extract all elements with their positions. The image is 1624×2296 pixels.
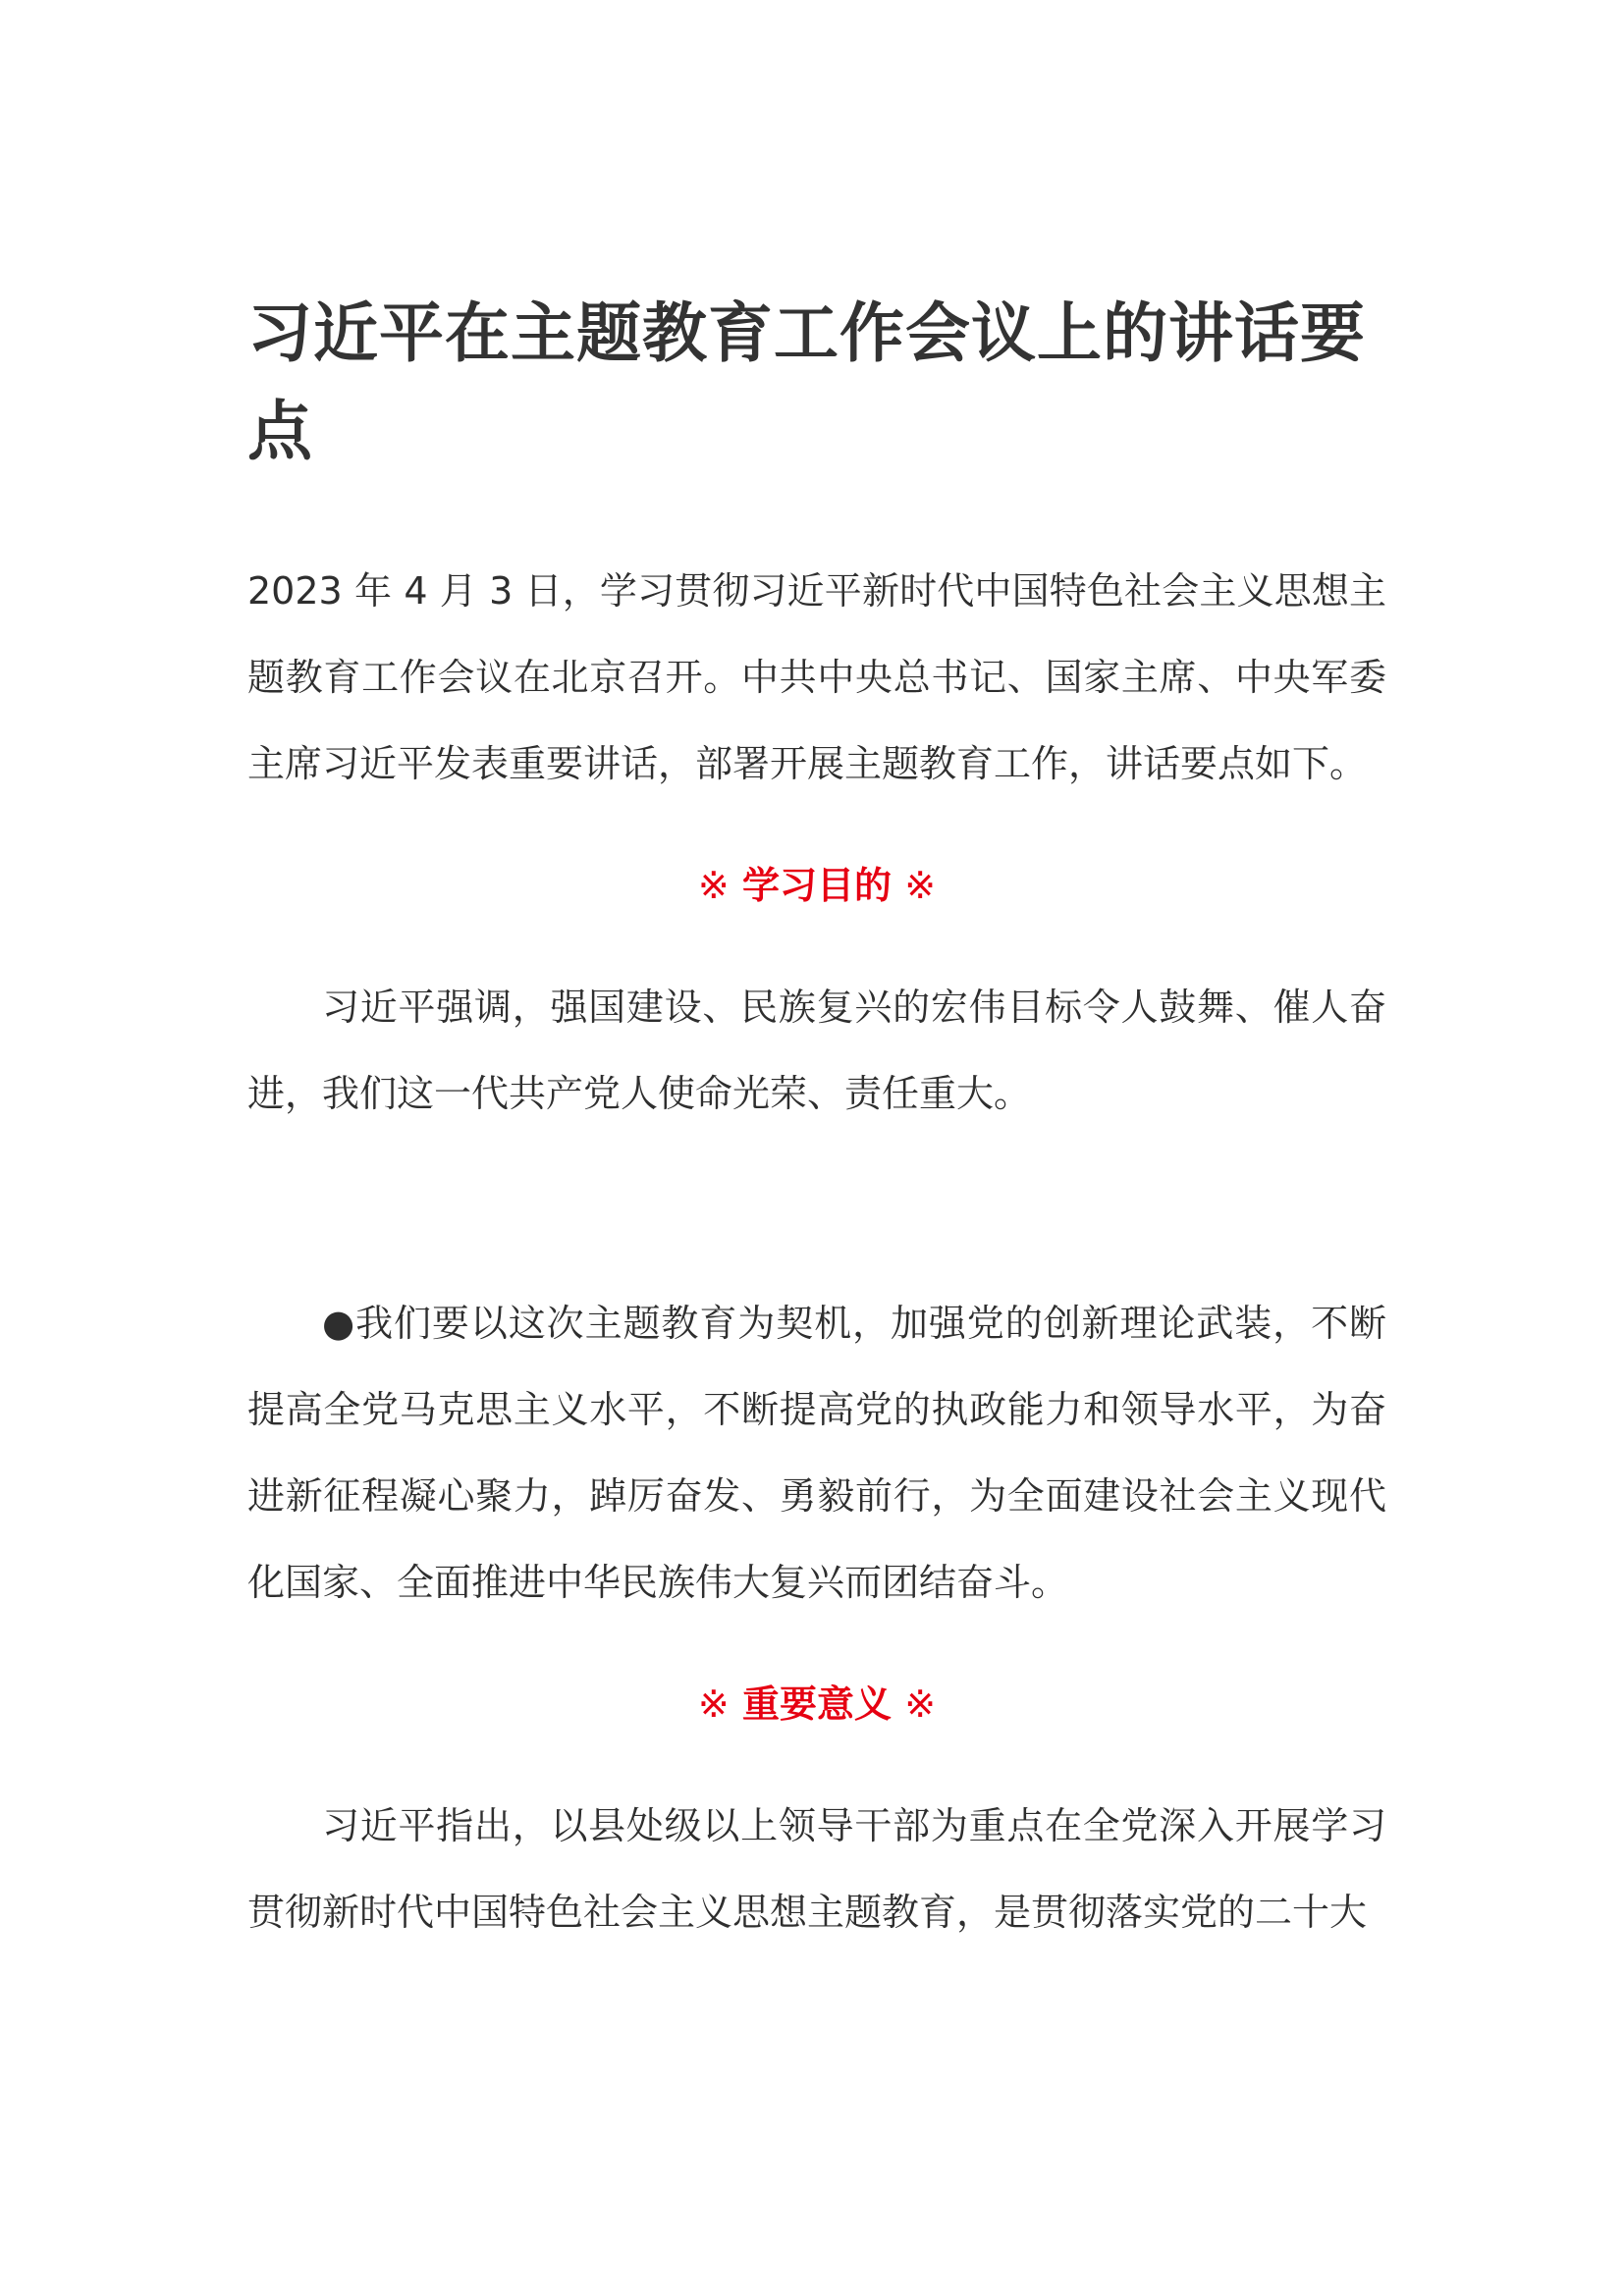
reference-mark-icon: ※ bbox=[697, 864, 730, 907]
body-paragraph: 习近平强调，强国建设、民族复兴的宏伟目标令人鼓舞、催人奋进，我们这一代共产党人使命光荣、责任重大。 bbox=[247, 986, 1386, 1115]
body-paragraph: 习近平指出，以县处级以上领导干部为重点在全党深入开展学习贯彻新时代中国特色社会主义思想主题教育，是贯彻落实党的二十大 bbox=[247, 1804, 1386, 1934]
bullet-paragraph: ●我们要以这次主题教育为契机，加强党的创新理论武装，不断提高全党马克思主义水平，不断提高党的执政能力和领导水平，为奋进新征程凝心聚力，踔厉奋发、勇毅前行，为全面建设社会主义现代化国家、全面推进中华民族伟大复兴而团结奋斗。 bbox=[247, 1302, 1386, 1604]
section-heading-text: 重要意义 bbox=[741, 1682, 892, 1726]
section-heading-significance bbox=[247, 1661, 1386, 1747]
reference-mark-icon: ※ bbox=[697, 1682, 730, 1726]
document-body bbox=[247, 285, 1386, 1955]
section-heading-text: 学习目的 bbox=[741, 864, 892, 907]
page-title: 习近平在主题教育工作会议上的讲话要点 bbox=[247, 295, 1366, 469]
section-heading-purpose bbox=[247, 842, 1386, 929]
intro-paragraph: 2023 年 4 月 3 日，学习贯彻习近平新时代中国特色社会主义思想主题教育工作会议在北京召开。中共中央总书记、国家主席、中央军委主席习近平发表重要讲话，部署开展主题教育工作，讲话要点如下。 bbox=[247, 569, 1386, 785]
reference-mark-icon: ※ bbox=[904, 1682, 937, 1726]
reference-mark-icon: ※ bbox=[904, 864, 937, 907]
